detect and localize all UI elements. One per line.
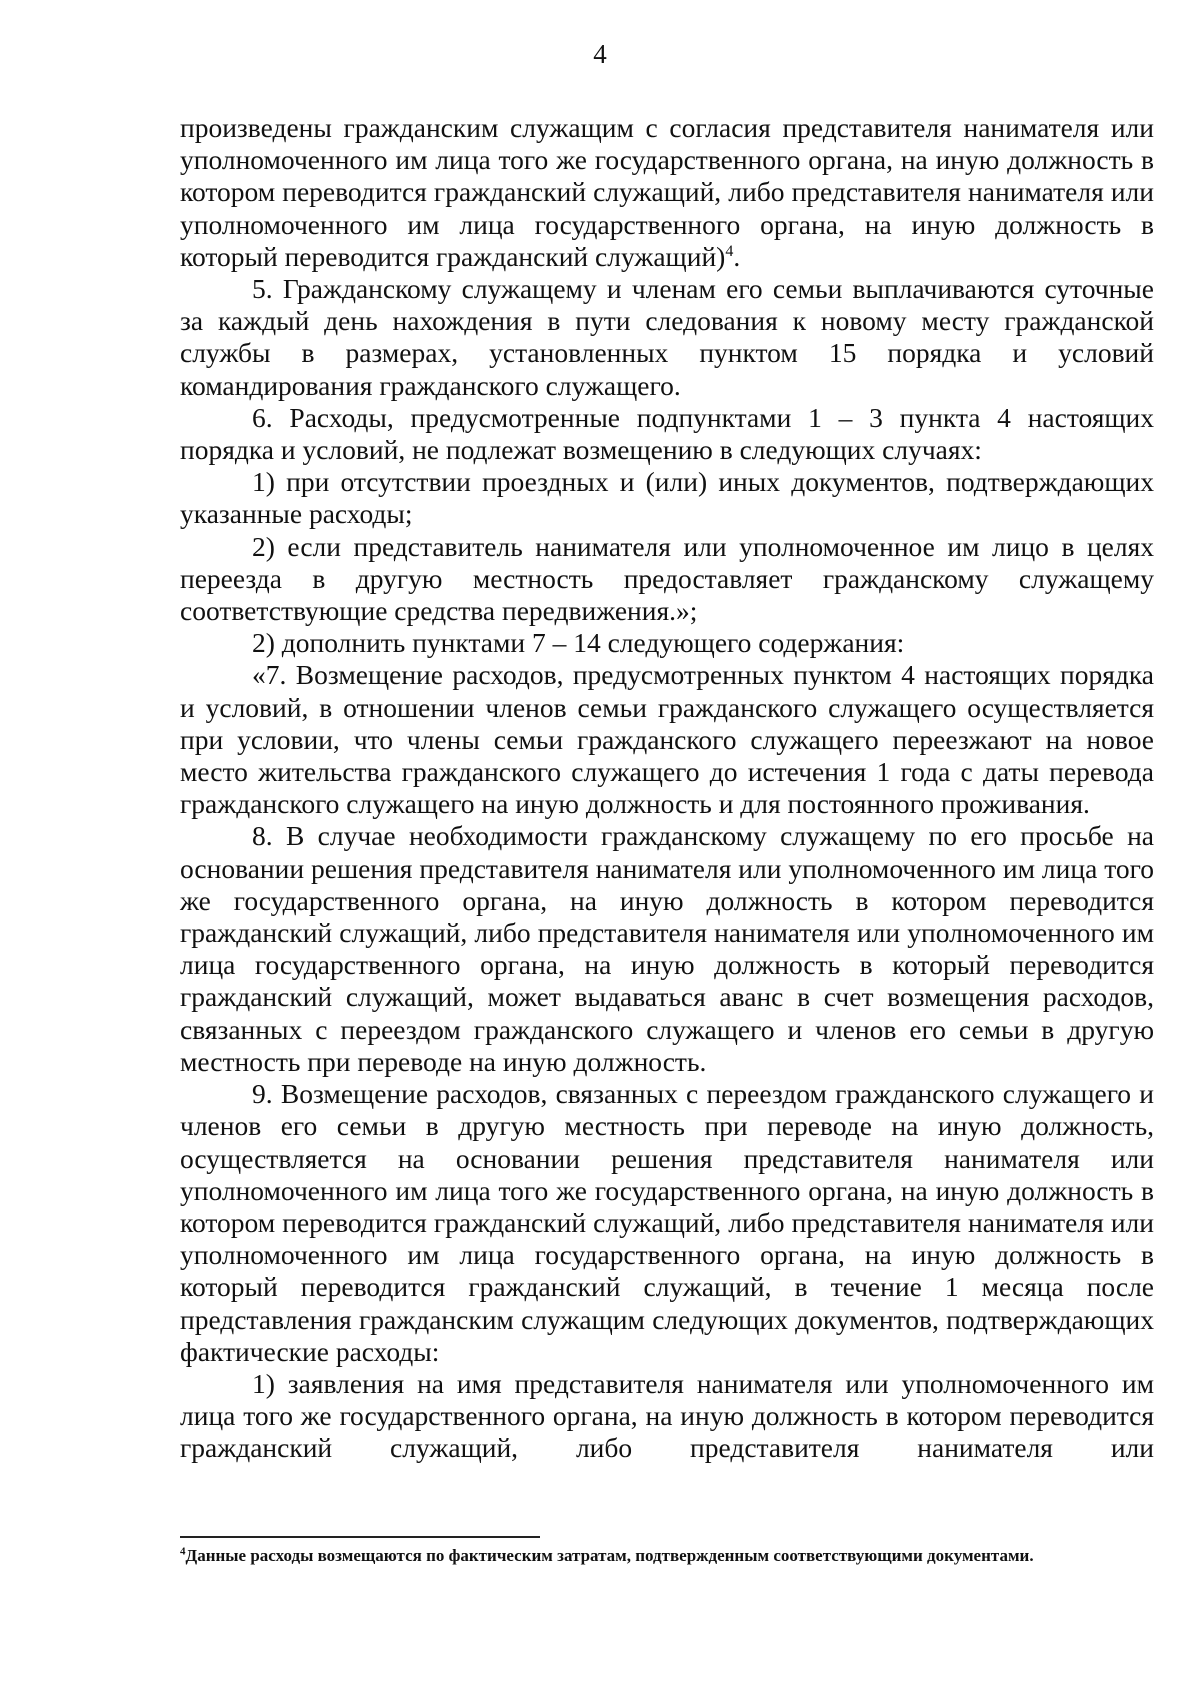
footnote-text: Данные расходы возмещаются по фактическим затратам, подтвержденным соответствующими документами. (185, 1546, 1034, 1565)
amendment-clause: 2) дополнить пунктами 7 – 14 следующего содержания: (252, 627, 905, 659)
page-number: 4 (593, 39, 607, 69)
subparagraph-2: 2) если представитель нанимателя или уполномоченное им лицо в целях переезда в другую местность предоставляет гражданскому служащему соответствующие средства передвижения.»; (180, 530, 1154, 627)
paragraph-item-9: 9. Возмещение расходов, связанных с переездом гражданского служащего и членов его семьи в другую местность при переводе на иную должность, осуществляется на основании решения представителя нанимателя или уполномоченного им лица того же государственного органа, на иную должность в котором переводится гражданский служащий, либо представителя нанимателя или уполномоченного им лица государственного органа, на иную должность в который переводится гражданский служащий, в течение 1 месяца после представления гражданским служащим следующих документов, подтверждающих фактические расходы: (180, 1078, 1154, 1367)
footnote-separator (180, 1536, 540, 1538)
document-body (180, 112, 1154, 1465)
paragraph-item-6: 6. Расходы, предусмотренные подпунктами 1 – 3 пункта 4 настоящих порядка и условий, не подлежат возмещению в следующих случаях: (180, 401, 1154, 466)
subparagraph-1-documents: 1) заявления на имя представителя нанимателя или уполномоченного им лица того же государственного органа, на иную должность в котором переводится гражданский служащий, либо представителя нанимателя или (180, 1367, 1154, 1464)
footnote-mark: 4 (180, 1545, 186, 1558)
subparagraph-1: 1) при отсутствии проездных и (или) иных документов, подтверждающих указанные расходы; (180, 466, 1154, 530)
footnote-reference: 4 (725, 242, 734, 260)
paragraph-item-5: 5. Гражданскому служащему и членам его семьи выплачиваются суточные за каждый день нахождения в пути следования к новому месту гражданской службы в размерах, установленных пунктом 15 порядка и условий командирования гражданского служащего. (180, 273, 1154, 401)
paragraph-continuation: произведены гражданским служащим с согласия представителя нанимателя или уполномоченного им лица того же государственного органа, на иную должность в котором переводится гражданский служащий, либо представителя нанимателя или уполномоченного им лица государственного органа, на иную должность в который переводится гражданский служащий)$^4$. (180, 112, 1154, 272)
paragraph-item-7: «7. Возмещение расходов, предусмотренных пунктом 4 настоящих порядка и условий, в отношении членов семьи гражданского служащего осуществляется при условии, что члены семьи гражданского служащего переезжают на новое место жительства гражданского служащего до истечения 1 года с даты перевода гражданского служащего на иную должность и для постоянного проживания. (180, 659, 1154, 820)
paragraph-item-8: 8. В случае необходимости гражданскому служащему по его просьбе на основании решения представителя нанимателя или уполномоченного им лица того же государственного органа, на иную должность в котором переводится гражданский служащий, либо представителя нанимателя или уполномоченного им лица государственного органа, на иную должность в который переводится гражданский служащий, может выдаваться аванс в счет возмещения расходов, связанных с переездом гражданского служащего и членов его семьи в другую местность при переводе на иную должность. (180, 820, 1154, 1077)
footnote (180, 1544, 1154, 1568)
